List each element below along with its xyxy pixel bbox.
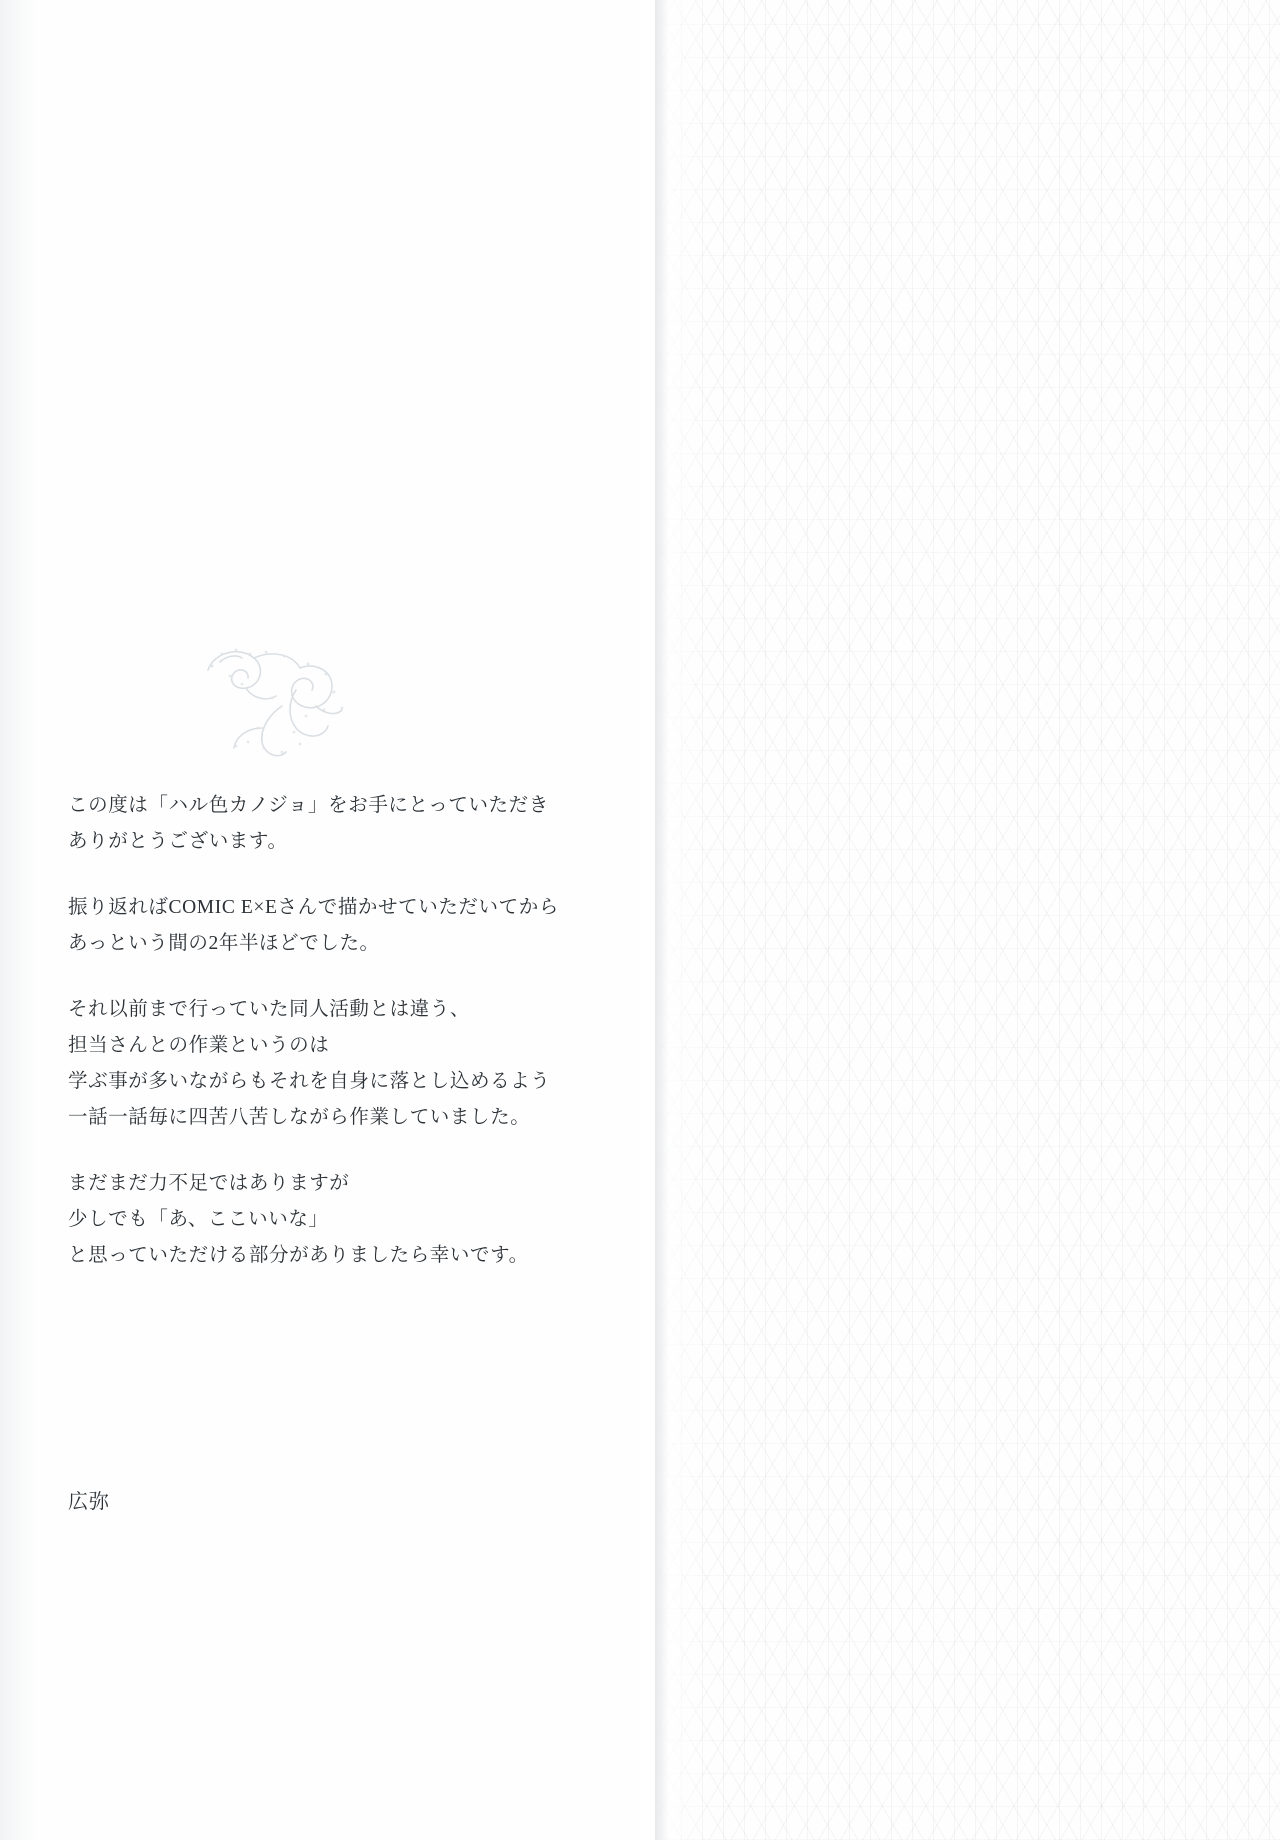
afterword-line: この度は「ハル色カノジョ」をお手にとっていただき	[68, 795, 549, 816]
afterword-line: 学ぶ事が多いながらもそれを自身に落とし込めるよう	[68, 1071, 551, 1092]
afterword-line: 一話一話毎に四苦八苦しながら作業していました。	[68, 1107, 531, 1128]
floral-flourish-ornament	[196, 632, 376, 762]
afterword-paragraph	[68, 788, 628, 860]
afterword-paragraph	[68, 992, 628, 1136]
afterword-paragraph	[68, 890, 628, 962]
afterword-line: まだまだ力不足ではありますが	[68, 1173, 350, 1194]
afterword-paragraph	[68, 1166, 628, 1274]
author-signature: 広弥	[68, 1491, 110, 1513]
afterword-line: 少しでも「あ、ここいいな」	[68, 1209, 329, 1230]
afterword-line: それ以前まで行っていた同人活動とは違う、	[68, 999, 471, 1020]
paper-edge-shading	[0, 0, 40, 1840]
afterword-line: 振り返ればCOMIC E×Eさんで描かせていただいてから	[68, 897, 559, 918]
afterword-text	[68, 788, 628, 1304]
afterword-line: ありがとうございます。	[68, 831, 288, 852]
afterword-line: と思っていただける部分がありましたら幸いです。	[68, 1245, 529, 1266]
afterword-line: あっという間の2年半ほどでした。	[68, 933, 380, 954]
honeycomb-lace-pattern	[660, 0, 1280, 1840]
afterword-line: 担当さんとの作業というのは	[68, 1035, 330, 1056]
